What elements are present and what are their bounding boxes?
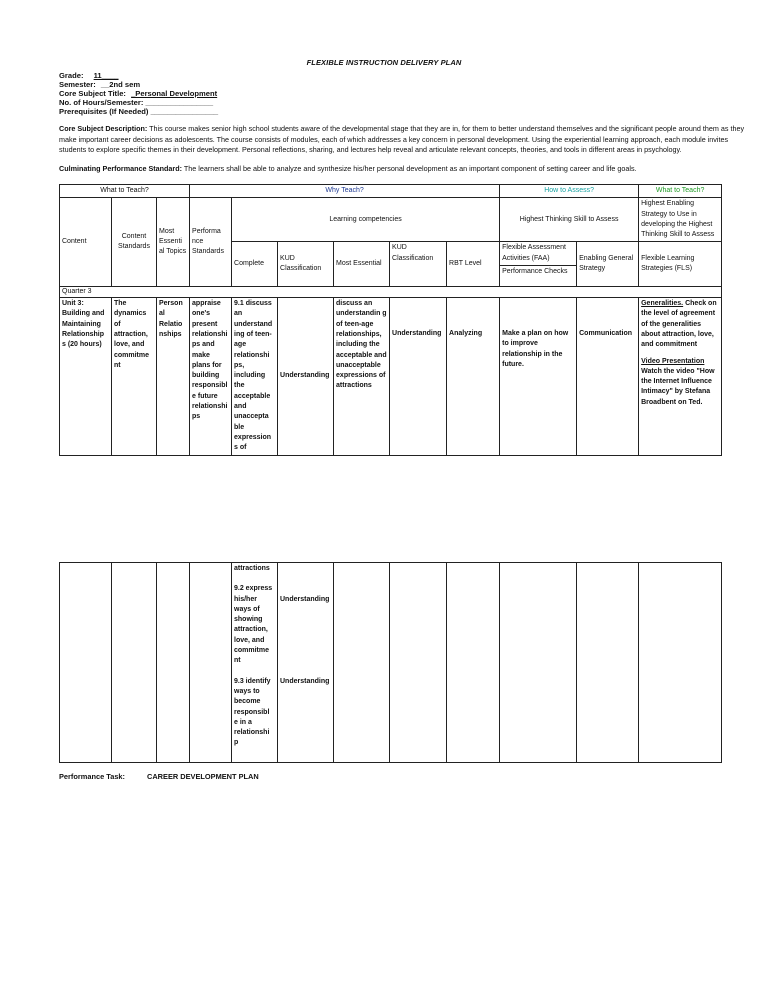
header-content-standards: Content Standards: [112, 198, 157, 287]
culminating-standard: [59, 164, 749, 174]
cell-fls: [639, 298, 722, 455]
header-performance-checks: Performance Checks: [500, 266, 577, 287]
cell-faa-text: Make a plan on how to improve relationship in the future.: [502, 330, 569, 368]
cont-cell-topics: [157, 563, 190, 763]
culminating-label: Culminating Performance Standard:: [59, 164, 183, 173]
header-performance-standards: Performa nce Standards: [190, 198, 232, 287]
cell-kud-2: [390, 298, 447, 455]
cont-cell-content: [60, 563, 112, 763]
cell-topics: Person al Relatio nships: [157, 298, 190, 455]
cell-rbt: [447, 298, 500, 455]
header-enabling-general-strategy: Enabling General Strategy: [577, 242, 639, 287]
cont-cell-kud-2: [390, 563, 447, 763]
header-kud-2: KUD Classification: [390, 242, 447, 287]
kud-9-2: Understanding: [280, 596, 330, 603]
fls-generalities-title: Generalities.: [641, 300, 684, 308]
group-why-teach: Why Teach?: [190, 185, 500, 198]
cont-cell-fls: [639, 563, 722, 763]
group-what-to-teach-2: What to Teach?: [639, 185, 722, 198]
semester-line: [59, 80, 140, 89]
header-thinking-skill: Highest Thinking Skill to Assess: [500, 198, 639, 242]
cell-content: Unit 3: Building and Maintaining Relationship s (20 hours): [60, 298, 112, 455]
cell-most-essential: discuss an understandin g of teen-age relationships, including the acceptable and unacceptable expressions of attractions: [334, 298, 390, 455]
cell-kud-1: Understanding: [278, 298, 334, 455]
fls-generalities-text: Check on the level of agreement of the generalities about attraction, love, and commitment: [641, 300, 717, 349]
subject-description: [59, 124, 747, 156]
grade-value: 11____: [93, 71, 119, 80]
description-text: This course makes senior high school students aware of the developmental stage that they are in, for them to better understand themselves and the significant people around them as they make important career decisions as adolescents. The course consists of modules, each of which addresses a key concern in personal development. Using the experiential learning approach, each module invites students to explore specific themes in their development. Personal reflections, sharing, and lectures help reveal and articulate relevant concepts, theories, and tools in different areas in psychology.: [59, 124, 745, 154]
cell-egs: [577, 298, 639, 455]
cont-cell-performance-standards: [190, 563, 232, 763]
header-most-essential-topics: Most Essenti al Topics: [157, 198, 190, 287]
performance-task-label: Performance Task:: [59, 772, 125, 781]
cont-cell-kud-1: [278, 563, 334, 763]
competency-9-2: 9.2 express his/her ways of showing attraction, love, and commitme nt: [234, 585, 273, 665]
plan-table-continued: [59, 562, 722, 763]
group-how-to-assess: How to Assess?: [500, 185, 639, 198]
culminating-text: The learners shall be able to analyze and synthesize his/her personal development as an important component of setting career and life goals.: [183, 164, 637, 173]
header-most-essential: Most Essential: [334, 242, 390, 287]
cell-faa: [500, 298, 577, 455]
cont-cell-egs: [577, 563, 639, 763]
header-enabling-strategy: Highest Enabling Strategy to Use in developing the Highest Thinking Skill to Assess: [639, 198, 722, 242]
grade-label: Grade:: [59, 71, 84, 80]
fls-video-title: Video Presentation: [641, 357, 705, 365]
subject-value: _Personal Development: [131, 89, 218, 98]
cont-cell-content-standards: [112, 563, 157, 763]
header-kud-1: KUD Classification: [278, 242, 334, 287]
description-label: Core Subject Description:: [59, 124, 148, 133]
competency-9-3: 9.3 identify ways to become responsibl e in a relationshi p: [234, 677, 271, 747]
cont-cell-most-essential: [334, 563, 390, 763]
cell-rbt-text: Analyzing: [449, 330, 483, 338]
cont-cell-faa: [500, 563, 577, 763]
grade-line: [59, 71, 119, 80]
performance-task: [59, 772, 259, 781]
subject-line: [59, 89, 217, 98]
header-fls: Flexible Learning Strategies (FLS): [639, 242, 722, 287]
cell-complete: 9.1 discuss an understand ing of teen-age relationshi ps, including the acceptable and unaccepta ble expression s of: [232, 298, 278, 455]
hours-line: No. of Hours/Semester: ________________: [59, 98, 214, 107]
cell-kud-2-text: Understanding: [392, 330, 442, 338]
header-complete: Complete: [232, 242, 278, 287]
document-title: FLEXIBLE INSTRUCTION DELIVERY PLAN: [306, 58, 462, 67]
semester-value: __2nd sem: [100, 80, 141, 89]
semester-label: Semester:: [59, 80, 96, 89]
group-what-to-teach: What to Teach?: [60, 185, 190, 198]
subject-label: Core Subject Title:: [59, 89, 126, 98]
kud-9-3: Understanding: [280, 678, 330, 686]
cell-content-standards: The dynamics of attraction, love, and commitme nt: [112, 298, 157, 455]
cont-attractions: attractions: [234, 565, 270, 572]
fls-video-text: Watch the video "How the Internet Influence Intimacy" by Stefana Broadbent on Ted.: [641, 367, 715, 406]
header-faa: Flexible Assessment Activities (FAA): [500, 242, 577, 266]
cont-cell-rbt: [447, 563, 500, 763]
performance-task-value: CAREER DEVELOPMENT PLAN: [147, 772, 259, 781]
header-rbt-level: RBT Level: [447, 242, 500, 287]
cont-cell-complete: [232, 563, 278, 763]
plan-table: [59, 184, 722, 456]
header-learning-competencies: Learning competencies: [232, 198, 500, 242]
quarter-label: Quarter 3: [60, 287, 722, 298]
prereq-line: Prerequisites (If Needed) ________________: [59, 107, 219, 116]
cell-performance-standards: appraise one's present relationshi ps and make plans for building responsibl e future relationshi ps: [190, 298, 232, 455]
header-content: Content: [60, 198, 112, 287]
cell-egs-text: Communication: [579, 330, 632, 338]
